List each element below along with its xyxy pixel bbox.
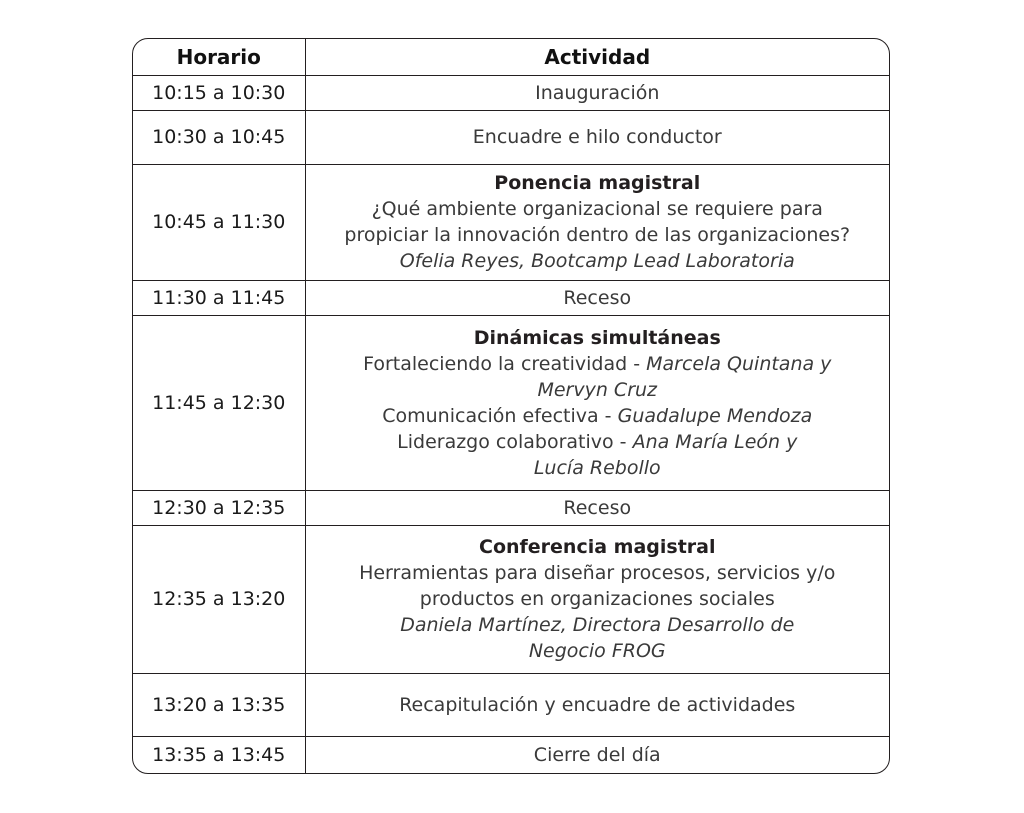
agenda-table	[133, 39, 889, 774]
row-time: 13:35 a 13:45	[133, 736, 305, 774]
activity-speaker-cont: Negocio FROG	[528, 640, 666, 662]
item-speaker: Marcela Quintana y	[646, 352, 832, 375]
row-activity	[305, 164, 889, 280]
table-row	[133, 280, 889, 315]
row-time: 12:30 a 12:35	[133, 490, 305, 525]
activity-item	[312, 403, 884, 429]
item-topic: Comunicación efectiva -	[382, 404, 618, 427]
row-activity	[305, 525, 889, 673]
row-activity: Encuadre e hilo conductor	[305, 110, 889, 164]
table-row	[133, 736, 889, 774]
activity-item	[312, 351, 884, 377]
row-time: 13:20 a 13:35	[133, 673, 305, 736]
item-topic: Liderazgo colaborativo -	[397, 430, 633, 453]
row-activity	[305, 315, 889, 490]
activity-title: Conferencia magistral	[479, 536, 716, 558]
row-time: 12:35 a 13:20	[133, 525, 305, 673]
activity-line: productos en organizaciones sociales	[419, 588, 775, 610]
row-activity: Cierre del día	[533, 744, 661, 767]
row-time: 11:45 a 12:30	[133, 315, 305, 490]
item-speaker-cont: Lucía Rebollo	[533, 456, 661, 479]
activity-line: propiciar la innovación dentro de las organizaciones?	[344, 224, 851, 246]
table-row	[133, 525, 889, 673]
table-row	[133, 75, 889, 110]
activity-speaker: Ofelia Reyes, Bootcamp Lead Laboratoria	[399, 250, 795, 272]
table-row	[133, 110, 889, 164]
row-activity: Inauguración	[305, 75, 889, 110]
header-row	[133, 39, 889, 75]
activity-title: Ponencia magistral	[494, 172, 701, 194]
header-activity: Actividad	[305, 39, 889, 75]
row-time: 10:15 a 10:30	[133, 75, 305, 110]
item-speaker: Ana María León y	[632, 430, 798, 453]
item-topic: Fortaleciendo la creatividad -	[363, 352, 647, 375]
activity-title: Dinámicas simultáneas	[473, 326, 721, 349]
schedule-table	[132, 38, 890, 774]
row-time: 11:30 a 11:45	[133, 280, 305, 315]
table-row	[133, 490, 889, 525]
activity-line: ¿Qué ambiente organizacional se requiere para	[371, 198, 823, 220]
row-activity: Receso	[305, 490, 889, 525]
row-time: 10:45 a 11:30	[133, 164, 305, 280]
item-speaker-cont: Mervyn Cruz	[537, 378, 658, 401]
table-row	[133, 673, 889, 736]
activity-speaker: Daniela Martínez, Directora Desarrollo de	[400, 614, 795, 636]
table-row	[133, 164, 889, 280]
activity-item	[312, 429, 884, 455]
item-speaker: Guadalupe Mendoza	[617, 404, 813, 427]
table-row	[133, 315, 889, 490]
row-time: 10:30 a 10:45	[133, 110, 305, 164]
row-activity: Receso	[305, 280, 889, 315]
row-activity: Recapitulación y encuadre de actividades	[305, 673, 889, 736]
header-time: Horario	[133, 39, 305, 75]
activity-line: Herramientas para diseñar procesos, servicios y/o	[359, 562, 836, 584]
